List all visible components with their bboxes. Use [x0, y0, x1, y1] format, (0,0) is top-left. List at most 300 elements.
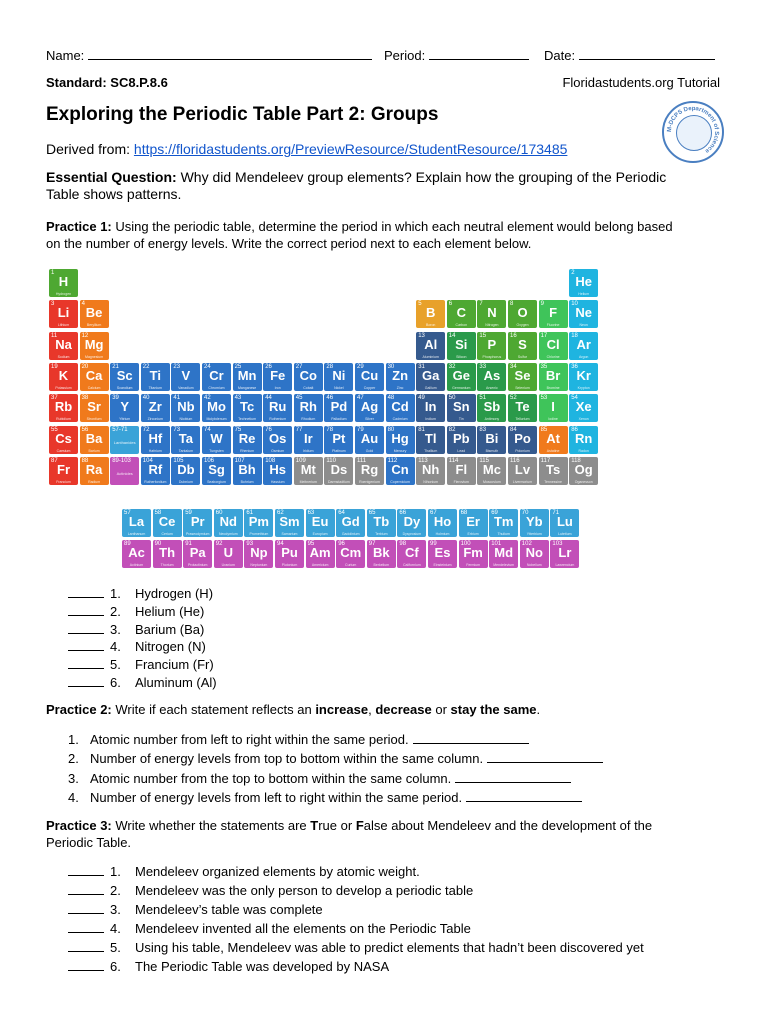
element-symbol: Ba	[85, 430, 103, 446]
element-nh	[416, 457, 445, 485]
element-ho	[428, 509, 457, 537]
element-symbol: Mn	[237, 367, 257, 383]
element-cf	[397, 540, 426, 568]
element-name: Thulium	[497, 532, 510, 536]
element-number: 49	[418, 395, 425, 402]
element-number: 64	[338, 510, 345, 516]
element-symbol: Bi	[485, 430, 499, 446]
element-name: Tennessine	[544, 479, 562, 484]
element-number: 38	[81, 395, 89, 402]
element-mn	[233, 363, 262, 391]
element-symbol: Zn	[392, 367, 409, 383]
element-symbol: K	[58, 367, 69, 383]
element-name: Nickel	[334, 385, 344, 390]
element-name: Uranium	[221, 563, 235, 567]
element-symbol: P	[487, 336, 497, 352]
element-symbol: Cs	[55, 430, 72, 446]
element-name: Zinc	[396, 385, 404, 390]
element-name: Xenon	[578, 417, 589, 422]
element-gd	[336, 509, 365, 537]
element-number: 35	[540, 363, 548, 370]
item-text: Francium (Fr)	[135, 657, 214, 673]
period-label: Period:	[384, 48, 426, 63]
element-number: 18	[571, 332, 578, 339]
item-number: 3.	[110, 621, 121, 637]
element-symbol: He	[575, 274, 592, 289]
element-number: 78	[326, 426, 334, 433]
element-name: Ruthenium	[269, 417, 287, 422]
element-te	[508, 394, 537, 422]
element-number: 20	[81, 363, 89, 370]
element-name: Beryllium	[86, 323, 102, 328]
element-name: Mendelevium	[493, 563, 515, 567]
element-ac	[122, 540, 151, 568]
item-text: Number of energy levels from top to bottom within the same column.	[90, 751, 484, 767]
element-po	[508, 426, 537, 454]
element-symbol: Cm	[340, 545, 362, 560]
element-number: 24	[204, 363, 211, 370]
tutorial-label: Floridastudents.org Tutorial	[562, 75, 720, 90]
element-symbol: Hf	[148, 430, 163, 446]
element-name: Phosphorus	[482, 354, 502, 359]
practice1-instructions	[46, 218, 736, 252]
element-ts	[539, 457, 568, 485]
element-name: Zirconium	[147, 417, 163, 422]
element-name: Cerium	[161, 532, 173, 536]
element-number: 48	[387, 395, 395, 402]
item-text: Mendeleev organized elements by atomic weight.	[135, 864, 420, 879]
element-number: 12	[81, 332, 89, 339]
page-title: Exploring the Periodic Table Part 2: Groups	[46, 104, 439, 125]
element-at	[539, 426, 568, 454]
practice2-intro: Write if each statement reflects an	[115, 702, 312, 717]
element-number: 115	[479, 457, 489, 464]
element-name: Silver	[365, 417, 374, 422]
element-symbol: Ne	[575, 305, 592, 321]
element-number: 30	[387, 363, 395, 370]
element-name: Astatine	[546, 448, 560, 453]
element-name: Technetium	[238, 417, 257, 422]
element-name: Fluorine	[546, 323, 560, 328]
element-name: Nobelium	[526, 563, 542, 567]
item-text: Atomic number from the top to bottom within the same column.	[90, 770, 452, 786]
element-symbol: Ti	[149, 367, 161, 383]
element-name: Strontium	[86, 417, 102, 422]
answer-blank[interactable]	[68, 863, 104, 876]
element-number: 118	[571, 457, 581, 464]
element-number: 32	[448, 363, 456, 370]
element-s	[508, 332, 537, 360]
element-number: 50	[448, 395, 456, 402]
element-name: Polonium	[515, 448, 530, 453]
answer-blank[interactable]	[68, 958, 104, 971]
element-number: 10	[571, 301, 578, 308]
element-f	[539, 300, 568, 328]
element-tm	[489, 509, 518, 537]
element-number: 69	[491, 510, 498, 516]
element-name: Silicon	[456, 354, 467, 359]
element-number: 117	[540, 457, 551, 464]
element-er	[459, 509, 488, 537]
element-name: Californium	[403, 563, 421, 567]
element-symbol: Am	[309, 545, 331, 560]
practice3-instructions	[46, 817, 736, 851]
element-number: 55	[51, 426, 58, 433]
element-symbol: Rn	[575, 430, 593, 446]
element-name: Livermorium	[512, 479, 533, 484]
element-number: 14	[448, 332, 456, 339]
element-symbol: Tl	[424, 430, 437, 446]
element-name: Indium	[425, 417, 436, 422]
standard-label: Standard: SC8.P.8.6	[46, 75, 168, 90]
element-number: 59	[185, 510, 192, 516]
element-name: Calcium	[87, 385, 101, 390]
element-symbol: Fm	[463, 545, 483, 560]
element-name: Copper	[363, 385, 376, 390]
element-name: Bismuth	[485, 448, 499, 453]
list-item	[68, 603, 204, 619]
element-number: 89-103	[112, 457, 131, 464]
element-number: 23	[173, 363, 181, 370]
element-name: Gold	[365, 448, 374, 453]
practice2-label: Practice 2:	[46, 702, 112, 717]
element-number: 27	[295, 363, 303, 370]
element-name: Niobium	[179, 417, 193, 422]
element-symbol: Ac	[128, 545, 145, 560]
element-number: 112	[387, 457, 398, 464]
element-name: Germanium	[452, 385, 471, 390]
element-symbol: Pd	[330, 399, 348, 415]
item-text: The Periodic Table was developed by NASA	[135, 959, 390, 974]
element-number: 81	[418, 426, 425, 433]
item-text: Using his table, Mendeleev was able to predict elements that hadn’t been discovered yet	[135, 940, 644, 955]
element-symbol: Tm	[493, 514, 514, 529]
element-symbol: Mt	[300, 461, 316, 477]
element-symbol: Ag	[360, 399, 379, 415]
element-name: Antimony	[484, 417, 500, 422]
item-number: 2.	[110, 883, 121, 898]
item-text: Mendeleev was the only person to develop a periodic table	[135, 883, 474, 898]
element-number: 46	[326, 395, 334, 402]
element-name: Lanthanum	[127, 532, 146, 536]
element-fr	[49, 457, 78, 485]
element-symbol: Rf	[148, 461, 163, 477]
element-symbol: Sr	[87, 399, 101, 415]
element-zr	[141, 394, 170, 422]
answer-blank[interactable]	[68, 621, 104, 634]
practice2-end: .	[536, 702, 541, 717]
element-symbol: Se	[514, 367, 531, 383]
element-zn	[386, 363, 415, 391]
element-symbol: Bk	[372, 545, 390, 560]
practice1-label: Practice 1:	[46, 219, 112, 234]
element-u	[214, 540, 243, 568]
element-ru	[263, 394, 292, 422]
element-name: Samarium	[281, 532, 298, 536]
element-number: 82	[448, 426, 456, 433]
element-number: 72	[142, 426, 150, 433]
element-number: 98	[399, 541, 407, 547]
element-name: Nitrogen	[485, 323, 499, 328]
element-symbol: In	[424, 399, 437, 415]
element-pm	[244, 509, 273, 537]
element-name: Seaborgium	[207, 479, 226, 484]
element-symbol: Yb	[525, 514, 543, 529]
element-br	[539, 363, 568, 391]
element-symbol: Sb	[483, 399, 501, 415]
answer-blank[interactable]	[413, 731, 529, 744]
element-number: 61	[246, 510, 254, 516]
element-symbol: Mg	[84, 336, 104, 352]
element-name: Einsteinium	[433, 563, 452, 567]
element-symbol: Np	[250, 545, 268, 560]
element-name: Francium	[56, 479, 71, 484]
list-item	[68, 901, 323, 917]
element-symbol: Hs	[269, 461, 286, 477]
element-number: 31	[418, 363, 425, 370]
derived-link[interactable]: https://floridastudents.org/PreviewResource/StudentResource/173485	[133, 141, 568, 157]
practice2-sep2: or	[435, 702, 447, 717]
element-symbol: Og	[574, 461, 593, 477]
element-au	[355, 426, 384, 454]
name-blank[interactable]	[88, 47, 372, 60]
item-number: 1.	[68, 732, 79, 747]
element-number: 3	[51, 301, 55, 308]
answer-blank[interactable]	[68, 638, 104, 651]
element-ag	[355, 394, 384, 422]
element-number: 7	[479, 301, 483, 308]
derived-label: Derived from:	[46, 141, 131, 157]
item-number: 4.	[68, 789, 79, 805]
item-number: 6.	[110, 675, 121, 690]
answer-blank[interactable]	[455, 770, 571, 783]
element-name: Promethium	[249, 532, 269, 536]
element-name: Hassium	[270, 479, 285, 484]
seal-ring-text	[664, 103, 722, 161]
element-li	[49, 300, 78, 328]
element-number: 106	[204, 457, 215, 464]
element-name: Tungsten	[209, 448, 224, 453]
element-re	[233, 426, 262, 454]
element-symbol: Ds	[330, 461, 348, 477]
element-number: 54	[571, 395, 578, 402]
element-number: 5	[418, 301, 422, 308]
element-symbol: Mc	[482, 461, 501, 477]
answer-blank[interactable]	[68, 901, 104, 914]
element-name: Neodymium	[218, 532, 238, 536]
element-name: Roentgenium	[359, 479, 380, 484]
element-name: Hafnium	[148, 448, 162, 453]
item-number: 1.	[110, 586, 121, 601]
element-number: 11	[51, 332, 58, 339]
element-symbol: Ni	[332, 367, 346, 383]
element-name: Lanthanides	[113, 439, 136, 445]
practice2-sep1: ,	[368, 702, 372, 717]
element-ne	[569, 300, 598, 328]
element-sm	[275, 509, 304, 537]
element-number: 26	[265, 363, 272, 370]
element-symbol: N	[487, 305, 497, 321]
answer-blank[interactable]	[68, 920, 104, 933]
element-number: 105	[173, 457, 184, 464]
element-symbol: Zr	[148, 399, 162, 415]
answer-blank[interactable]	[68, 674, 104, 687]
element-name: Thorium	[160, 563, 174, 567]
science-seal-logo	[662, 101, 724, 163]
element-name: Tellurium	[515, 417, 530, 422]
element-number: 73	[173, 426, 181, 433]
element-symbol: No	[525, 545, 543, 560]
element-symbol: V	[181, 367, 191, 383]
date-blank[interactable]	[579, 47, 715, 60]
element-symbol: Ge	[452, 367, 470, 383]
svg-text:M-DCPS Department of Science	[667, 106, 719, 154]
element-as	[477, 363, 506, 391]
answer-blank[interactable]	[68, 585, 104, 598]
element-name: Oxygen	[516, 323, 529, 328]
element-se	[508, 363, 537, 391]
element-number: 17	[540, 332, 548, 339]
element-number: 66	[399, 510, 407, 516]
element-symbol: Te	[515, 399, 530, 415]
element-number: 44	[265, 395, 272, 402]
element-symbol: Re	[238, 430, 256, 446]
element-symbol: Gd	[341, 514, 360, 529]
element-name: Selenium	[515, 385, 530, 390]
element-kr	[569, 363, 598, 391]
element-no	[520, 540, 549, 568]
element-number: 83	[479, 426, 487, 433]
element-bh	[233, 457, 262, 485]
element-name: Palladium	[331, 417, 347, 422]
element-symbol: Br	[545, 367, 561, 383]
element-name: Oganesson	[574, 479, 593, 484]
element-name: Actinides	[116, 470, 133, 476]
practice3-label: Practice 3:	[46, 818, 112, 833]
practice3-alse: alse about Mendeleev and the development of the	[363, 818, 653, 833]
element-number: 91	[185, 541, 192, 547]
element-name: Magnesium	[85, 354, 104, 359]
header-fields	[46, 47, 372, 63]
element-k	[49, 363, 78, 391]
element-pb	[447, 426, 476, 454]
item-text: Nitrogen (N)	[135, 639, 206, 655]
element-md	[489, 540, 518, 568]
element-number: 25	[234, 363, 242, 370]
element-nb	[171, 394, 200, 422]
practice2-instructions	[46, 702, 540, 717]
element-symbol: Nb	[177, 399, 195, 415]
element-dy	[397, 509, 426, 537]
element-name: Mercury	[393, 448, 407, 453]
element-name: Neon	[579, 323, 588, 328]
answer-blank[interactable]	[487, 750, 603, 763]
element-number: 6	[448, 301, 453, 308]
answer-blank[interactable]	[68, 882, 104, 895]
element-ra	[80, 457, 109, 485]
element-name: Praseodymium	[186, 532, 210, 536]
element-o	[508, 300, 537, 328]
item-text: Barium (Ba)	[135, 621, 205, 637]
element-name: Caesium	[56, 448, 71, 453]
element-symbol: W	[210, 430, 223, 446]
element-ge	[447, 363, 476, 391]
element-symbol: Ts	[545, 461, 561, 477]
item-text: Number of energy levels from left to right within the same period.	[90, 789, 463, 805]
element-ca	[80, 363, 109, 391]
element-name: Osmium	[271, 448, 285, 453]
element-sr	[80, 394, 109, 422]
element-ce	[153, 509, 182, 537]
element-name: Terbium	[375, 532, 388, 536]
element-symbol: Nh	[422, 461, 440, 477]
element-number: 36	[571, 363, 578, 370]
element-n	[477, 300, 506, 328]
element-name: Bromine	[546, 385, 560, 390]
list-item	[68, 674, 217, 690]
element-name: Erbium	[467, 532, 479, 536]
answer-blank[interactable]	[68, 656, 104, 669]
element-rh	[294, 394, 323, 422]
element-bi	[477, 426, 506, 454]
element-symbol: Y	[120, 399, 130, 415]
element-number: 97	[368, 541, 376, 547]
list-item	[68, 750, 603, 766]
answer-blank[interactable]	[68, 939, 104, 952]
element-ti	[141, 363, 170, 391]
element-c	[447, 300, 476, 328]
element-name: Berkelium	[373, 563, 390, 567]
element-number: 77	[295, 426, 303, 433]
element-h	[49, 269, 78, 297]
element-ga	[416, 363, 445, 391]
element-number: 52	[510, 395, 517, 402]
element-name: Holmium	[435, 532, 450, 536]
answer-blank[interactable]	[466, 789, 582, 802]
element-fl	[447, 457, 476, 485]
practice3-intro: Write whether the statements are	[115, 818, 307, 833]
element-symbol: Sg	[208, 461, 225, 477]
element-number: 89	[124, 541, 131, 547]
practice3-line2: Periodic Table.	[46, 835, 132, 850]
item-number: 3.	[68, 770, 79, 786]
answer-blank[interactable]	[68, 603, 104, 616]
element-v	[171, 363, 200, 391]
element-name: Titanium	[148, 385, 162, 390]
list-item	[68, 789, 582, 805]
element-symbol: Ce	[158, 514, 176, 529]
element-number: 108	[265, 457, 276, 464]
element-symbol: At	[546, 430, 560, 446]
period-blank[interactable]	[429, 47, 529, 60]
item-number: 5.	[110, 657, 121, 673]
element-th	[153, 540, 182, 568]
practice1-line2: on the number of energy levels. Write the correct period next to each element below.	[46, 236, 532, 251]
element-number: 41	[173, 395, 181, 402]
element-number: 40	[142, 395, 150, 402]
element-rn	[569, 426, 598, 454]
element-symbol: U	[223, 545, 233, 560]
element-name: Sulfur	[517, 354, 528, 359]
period-field	[384, 47, 529, 63]
name-label: Name:	[46, 48, 85, 63]
element-p	[477, 332, 506, 360]
element-si	[447, 332, 476, 360]
list-item	[68, 863, 420, 879]
item-number: 1.	[110, 864, 121, 879]
item-text: Mendeleev’s table was complete	[135, 902, 323, 917]
word-increase: increase	[315, 702, 369, 717]
